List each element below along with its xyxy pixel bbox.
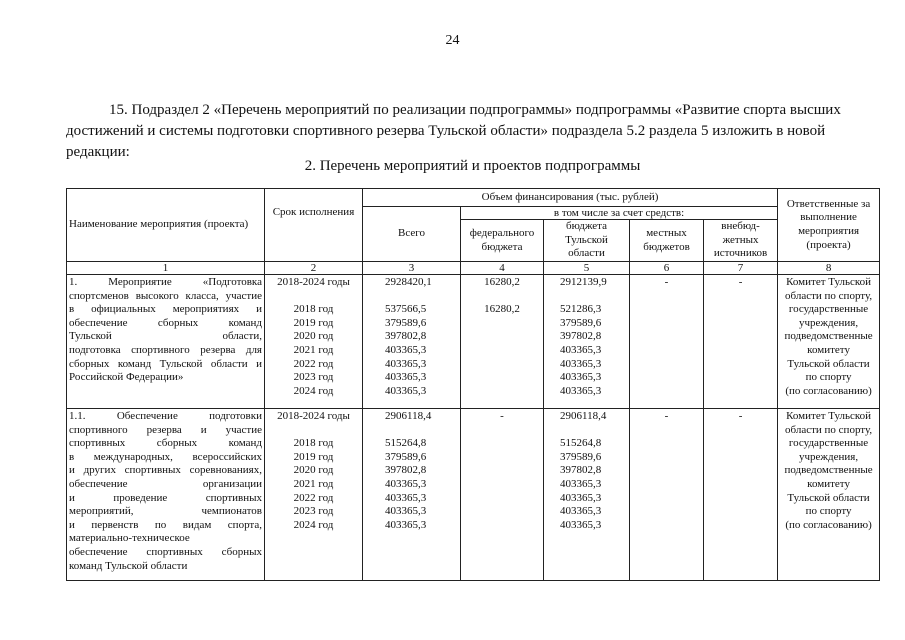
extra-amount: - xyxy=(704,275,778,409)
measure-name xyxy=(67,409,265,581)
year: 2024 год xyxy=(293,518,334,531)
header-local: местных бюджетов xyxy=(630,220,704,262)
regional-value: 397802,8 xyxy=(560,330,602,343)
column-number: 3 xyxy=(363,262,461,275)
year: 2019 год xyxy=(293,450,334,463)
total-value: 379589,6 xyxy=(385,316,427,329)
total-value: 397802,8 xyxy=(385,464,427,477)
year: 2018 год xyxy=(293,303,334,316)
responsible-line: учреждения, xyxy=(799,316,859,329)
regional-sum: 2912139,9 xyxy=(560,276,607,288)
total-value: 403365,3 xyxy=(385,477,427,490)
name-line: и первенств по видам спорта, xyxy=(69,518,262,531)
regional-value: 515264,8 xyxy=(560,437,602,450)
name-line: и других спортивных соревнованиях, xyxy=(69,464,262,477)
responsible-line: Тульской области xyxy=(787,491,870,504)
responsible-line: по спорту xyxy=(805,505,852,518)
regional-value: 379589,6 xyxy=(560,316,602,329)
regional-value: 403365,3 xyxy=(560,371,602,384)
header-federal: федерального бюджета xyxy=(461,220,544,262)
responsible-line: (по согласованию) xyxy=(785,518,872,531)
responsible-line: области по спорту, xyxy=(785,289,873,302)
regional-value: 397802,8 xyxy=(560,464,602,477)
regional-value: 403365,3 xyxy=(560,343,602,356)
intro-paragraph xyxy=(66,100,846,163)
regional-value: 379589,6 xyxy=(560,450,602,463)
regional-sum: 2906118,4 xyxy=(560,410,607,422)
header-including: в том числе за счет средств: xyxy=(461,207,778,220)
column-number: 7 xyxy=(704,262,778,275)
total-value: 403365,3 xyxy=(385,384,427,397)
total-value: 379589,6 xyxy=(385,450,427,463)
name-line: мероприятий, чемпионатов xyxy=(69,505,262,518)
year: 2023 год xyxy=(293,371,334,384)
regional-value: 521286,3 xyxy=(560,303,602,316)
year: 2020 год xyxy=(293,330,334,343)
year: 2019 год xyxy=(293,316,334,329)
name-line: обеспечение организации xyxy=(69,477,262,490)
total-value: 515264,8 xyxy=(385,437,427,450)
federal-amount xyxy=(461,409,544,581)
total-amount xyxy=(363,409,461,581)
period-total: 2018-2024 годы xyxy=(277,276,350,288)
column-number: 2 xyxy=(265,262,363,275)
responsible-line: государственные xyxy=(788,437,869,450)
year: 2022 год xyxy=(293,357,334,370)
column-number: 5 xyxy=(544,262,630,275)
name-line: Российской Федерации» xyxy=(69,371,184,384)
table-row xyxy=(67,275,880,409)
column-number: 1 xyxy=(67,262,265,275)
total-amount xyxy=(363,275,461,409)
name-line: обеспечение спортивных сборных xyxy=(69,545,262,558)
year: 2020 год xyxy=(293,464,334,477)
measure-term xyxy=(265,409,363,581)
responsible-line: подведомственные xyxy=(784,464,873,477)
period-total: 2018-2024 годы xyxy=(277,410,350,422)
year: 2018 год xyxy=(293,437,334,450)
total-value: 403365,3 xyxy=(385,343,427,356)
column-number: 8 xyxy=(778,262,880,275)
regional-amount xyxy=(544,275,630,409)
measure-term xyxy=(265,275,363,409)
column-number: 6 xyxy=(630,262,704,275)
header-row-1 xyxy=(67,189,880,207)
header-total: Всего xyxy=(363,207,461,262)
name-line: сборных команд Тульской области и xyxy=(69,357,262,370)
page-number: 24 xyxy=(445,33,460,48)
name-line: материально-техническое xyxy=(69,532,190,545)
header-regional: бюджета Тульской области xyxy=(544,220,630,262)
header-funding: Объем финансирования (тыс. рублей) xyxy=(363,189,778,207)
header-name: Наименование мероприятия (проекта) xyxy=(67,189,265,262)
intro-line-2: достижений и системы подготовки спортивного резерва Тульской области» подраздела 5.2 раздела 5 изложить в новой xyxy=(66,123,826,139)
responsible-line: Тульской области xyxy=(787,357,870,370)
regional-value: 403365,3 xyxy=(560,505,602,518)
name-line: подготовка спортивного резерва для xyxy=(69,343,262,356)
year: 2021 год xyxy=(293,477,334,490)
regional-value: 403365,3 xyxy=(560,357,602,370)
responsible-line: комитету xyxy=(807,477,850,490)
total-sum: 2906118,4 xyxy=(385,410,432,422)
name-line: спортсменов высокого класса, участие xyxy=(69,289,262,302)
total-value: 403365,3 xyxy=(385,357,427,370)
name-line: команд Тульской области xyxy=(69,559,188,572)
responsible-line: комитету xyxy=(807,343,850,356)
responsible xyxy=(778,275,880,409)
name-line: 1.1. Обеспечение подготовки xyxy=(69,410,262,422)
section-subtitle: 2. Перечень мероприятий и проектов подпрограммы xyxy=(304,158,641,174)
federal-sum: - xyxy=(500,410,504,422)
responsible-line: Комитет Тульской xyxy=(786,410,872,422)
regional-value: 403365,3 xyxy=(560,384,602,397)
regional-value: 403365,3 xyxy=(560,518,602,531)
responsible-line: (по согласованию) xyxy=(785,384,872,397)
local-amount: - xyxy=(630,275,704,409)
year: 2023 год xyxy=(293,505,334,518)
name-line: и проведение спортивных xyxy=(69,491,262,504)
responsible-line: по спорту xyxy=(805,371,852,384)
total-value: 397802,8 xyxy=(385,330,427,343)
name-line: в официальных мероприятиях и xyxy=(69,303,262,316)
intro-line-3: редакции: xyxy=(66,144,130,160)
name-line: 1. Мероприятие «Подготовка xyxy=(69,276,262,288)
name-line: в международных, всероссийских xyxy=(69,450,262,463)
name-line: Тульской области, xyxy=(69,330,262,343)
regional-value: 403365,3 xyxy=(560,491,602,504)
responsible-line: области по спорту, xyxy=(785,423,873,436)
extra-amount: - xyxy=(704,409,778,581)
total-value: 537566,5 xyxy=(385,303,427,316)
responsible-line: государственные xyxy=(788,303,869,316)
name-line: спортивных сборных команд xyxy=(69,437,262,450)
responsible xyxy=(778,409,880,581)
responsible-line: Комитет Тульской xyxy=(786,276,872,288)
total-value: 403365,3 xyxy=(385,518,427,531)
total-value: 403365,3 xyxy=(385,491,427,504)
column-number-row xyxy=(67,262,880,275)
header-extra: внебюд- жетных источников xyxy=(704,220,778,262)
column-number: 4 xyxy=(461,262,544,275)
intro-line-1: 15. Подраздел 2 «Перечень мероприятий по реализации подпрограммы» подпрограммы «Развитие спорта высших xyxy=(109,102,841,118)
federal-value: 16280,2 xyxy=(484,303,520,316)
name-line: обеспечение сборных команд xyxy=(69,316,262,329)
local-amount: - xyxy=(630,409,704,581)
measure-name xyxy=(67,275,265,409)
responsible-line: учреждения, xyxy=(799,450,859,463)
federal-sum: 16280,2 xyxy=(484,276,520,288)
regional-value: 403365,3 xyxy=(560,477,602,490)
table-row xyxy=(67,409,880,581)
total-sum: 2928420,1 xyxy=(385,276,432,288)
measures-table xyxy=(66,188,880,581)
responsible-line: подведомственные xyxy=(784,330,873,343)
header-term: Срок исполнения xyxy=(265,189,363,262)
federal-amount xyxy=(461,275,544,409)
total-value: 403365,3 xyxy=(385,505,427,518)
header-responsible: Ответственные за выполнение мероприятия (проекта) xyxy=(778,189,880,262)
name-line: спортивного резерва и участие xyxy=(69,423,262,436)
year: 2021 год xyxy=(293,343,334,356)
regional-amount xyxy=(544,409,630,581)
year: 2024 год xyxy=(293,384,334,397)
total-value: 403365,3 xyxy=(385,371,427,384)
year: 2022 год xyxy=(293,491,334,504)
